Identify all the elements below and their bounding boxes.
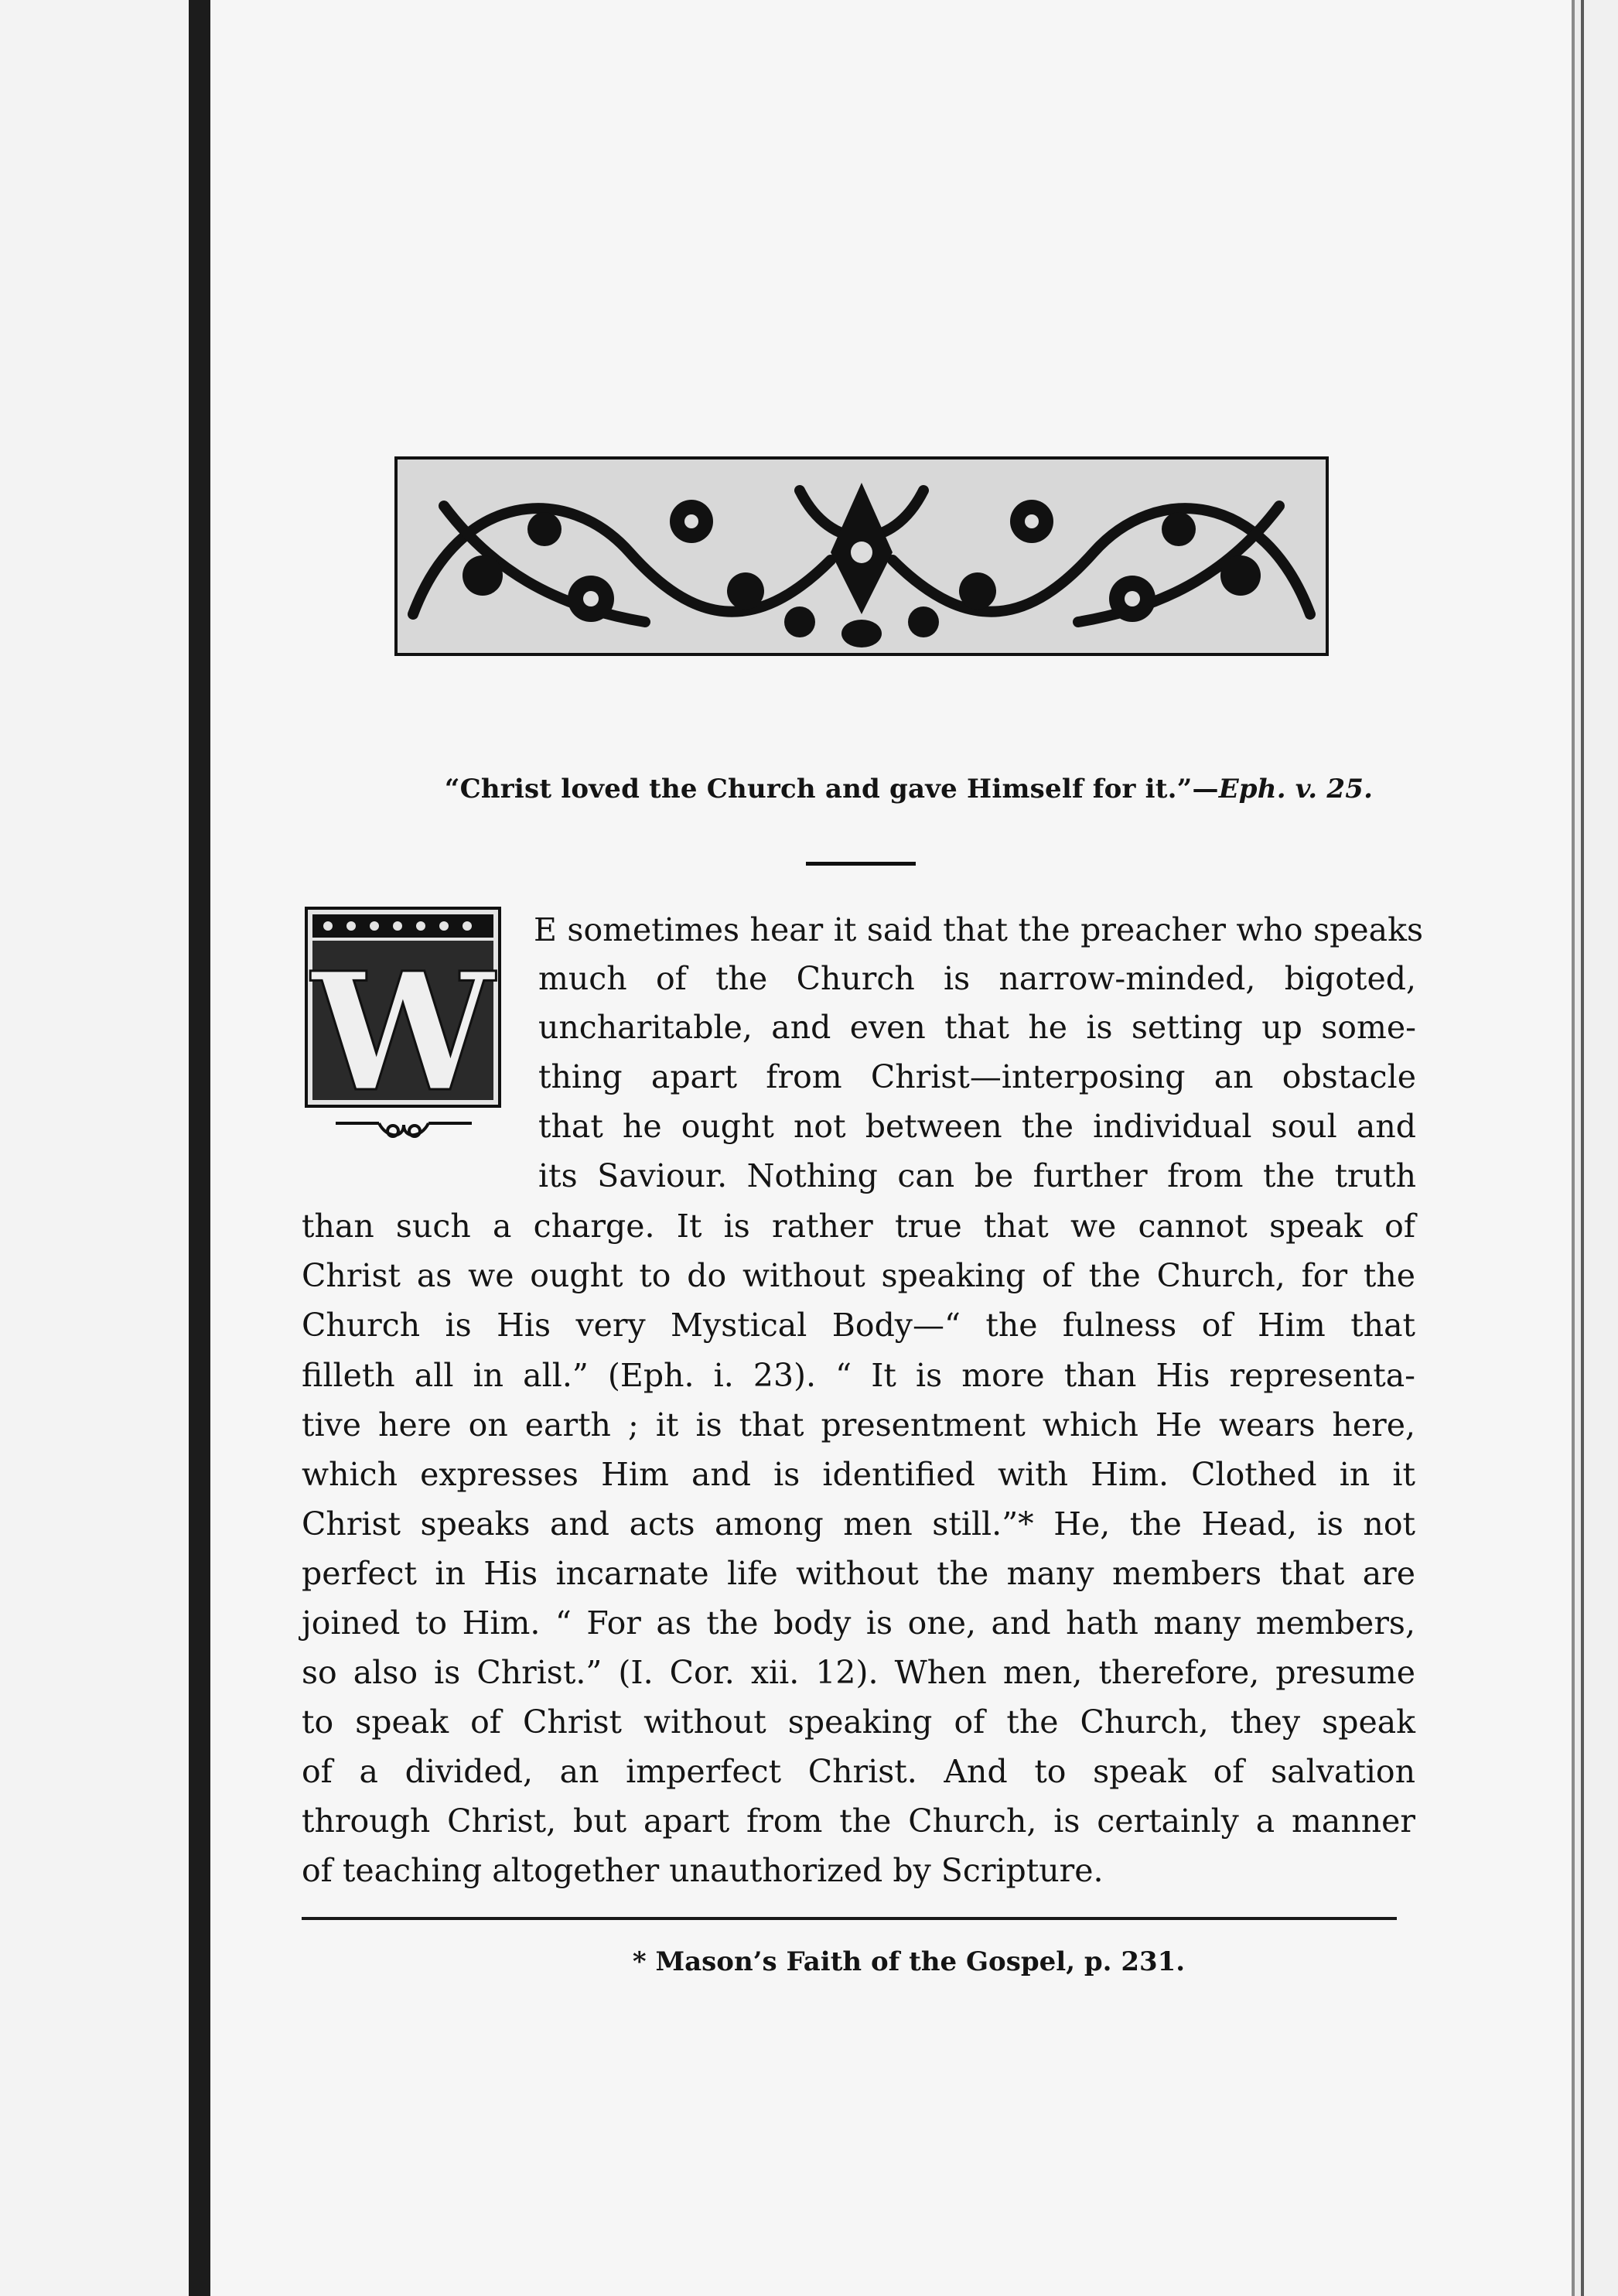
- text-line: joined to Him. “ For as the body is one, and hath many members,: [302, 1604, 1415, 1642]
- text-line: that he ought not between the individual soul and: [538, 1108, 1416, 1145]
- text-line: through Christ, but apart from the Church, is certainly a manner: [302, 1802, 1415, 1840]
- footnote: * Mason’s Faith of the Gospel, p. 231.: [632, 1946, 1186, 1977]
- text-line: of a divided, an imperfect Christ. And to speak of salvation: [302, 1753, 1415, 1790]
- dropcap-flourish: [333, 1108, 475, 1145]
- book-gutter: [189, 0, 210, 2296]
- epigraph-quote: “Christ loved the Church and gave Himself for it.”—: [444, 774, 1219, 805]
- text-line: Christ speaks and acts among men still.”* He, the Head, is not: [302, 1505, 1415, 1543]
- text-line: than such a charge. It is rather true that we cannot speak of: [302, 1208, 1415, 1245]
- facing-page-margin: [0, 0, 189, 2296]
- text-line: thing apart from Christ—interposing an obstacle: [538, 1058, 1416, 1095]
- ornamental-headpiece: [394, 456, 1329, 656]
- epigraph: [232, 774, 1586, 805]
- text-line: Church is His very Mystical Body—“ the fulness of Him that: [302, 1307, 1415, 1344]
- text-line: to speak of Christ without speaking of the Church, they speak: [302, 1703, 1415, 1741]
- dropcap-letter: W: [312, 937, 494, 1108]
- dropcap-w: [305, 907, 501, 1108]
- text-line: E sometimes hear it said that the preacher who speaks: [534, 911, 1423, 948]
- text-line: much of the Church is narrow-minded, bigoted,: [538, 960, 1416, 997]
- text-line: perfect in His incarnate life without the many members that are: [302, 1555, 1415, 1592]
- text-line: uncharitable, and even that he is setting up some-: [538, 1009, 1416, 1046]
- epigraph-reference: Eph. v. 25.: [1218, 774, 1374, 805]
- text-line: of teaching altogether unauthorized by Scripture.: [302, 1852, 1104, 1889]
- text-line: which expresses Him and is identified with Him. Clothed in it: [302, 1456, 1415, 1493]
- text-line: so also is Christ.” (I. Cor. xii. 12). When men, therefore, presume: [302, 1654, 1415, 1691]
- section-rule: [806, 862, 916, 866]
- text-line: tive here on earth ; it is that presentment which He wears here,: [302, 1406, 1415, 1444]
- text-line: its Saviour. Nothing can be further from the truth: [538, 1157, 1416, 1194]
- text-line: filleth all in all.” (Eph. i. 23). “ It is more than His representa-: [302, 1357, 1415, 1394]
- footnote-rule: [302, 1917, 1397, 1920]
- text-line: Christ as we ought to do without speaking of the Church, for the: [302, 1257, 1415, 1294]
